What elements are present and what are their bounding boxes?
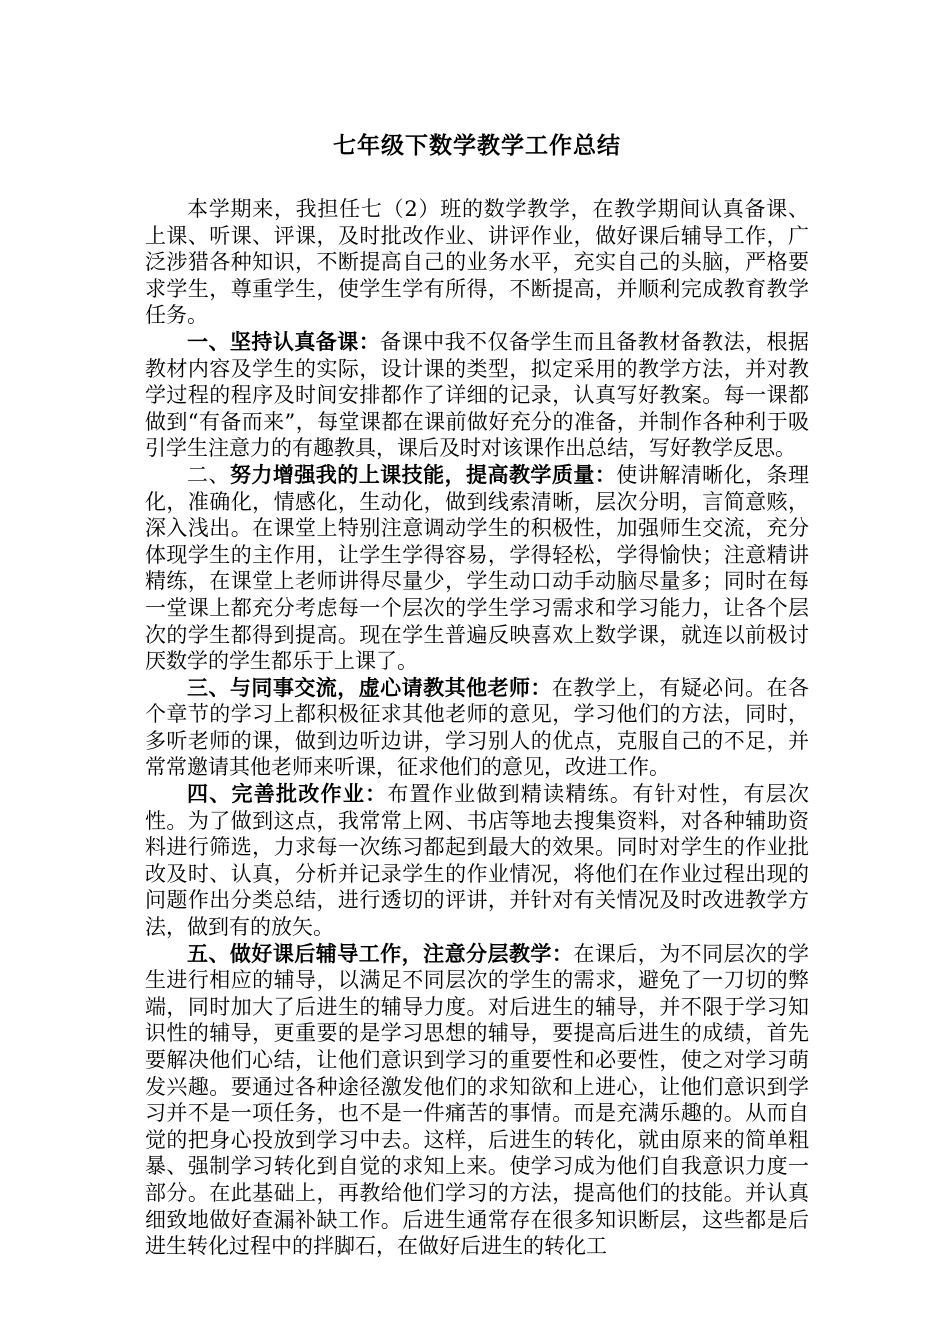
document-page <box>145 130 809 1260</box>
document-title: 七年级下数学教学工作总结 <box>333 132 621 159</box>
section-5-paragraph <box>145 941 809 1260</box>
section-3-body: 在教学上，有疑必问。在各个章节的学习上都积极征求其他老师的意见，学习他们的方法，同时，多听老师的课，做到边听边讲，学习别人的优点，克服自己的不足，并常常邀请其他老师来听课，征求他们的意见，改进工作。 <box>145 675 810 780</box>
section-2-heading-prefix: 二、 <box>187 462 230 487</box>
section-1-heading: 一、坚持认真备课： <box>187 328 381 354</box>
section-1-paragraph <box>145 329 809 462</box>
section-2-heading: 努力增强我的上课技能，提高教学质量： <box>229 461 617 487</box>
section-5-heading: 五、做好课后辅导工作，注意分层教学： <box>187 940 574 966</box>
section-4-paragraph <box>145 781 809 941</box>
section-5-body: 在课后，为不同层次的学生进行相应的辅导，以满足不同层次的学生的需求，避免了一刀切的弊端，同时加大了后进生的辅导力度。对后进生的辅导，并不限于学习知识性的辅导，更重要的是学习思想的辅导，要提高后进生的成绩，首先要解决他们心结，让他们意识到学习的重要性和必要性，使之对学习萌发兴趣。要通过各种途径激发他们的求知欲和上进心，让他们意识到学习并不是一项任务，也不是一件痛苦的事情。而是充满乐趣的。从而自觉的把身心投放到学习中去。这样，后进生的转化，就由原来的简单粗暴、强制学习转化到自觉的求知上来。使学习成为他们自我意识力度一部分。在此基础上，再教给他们学习的方法，提高他们的技能。并认真细致地做好查漏补缺工作。后进生通常存在很多知识断层，这些都是后进生转化过程中的拌脚石，在做好后进生的转化工 <box>145 941 810 1259</box>
section-3-paragraph <box>145 675 809 781</box>
section-2-body: 使讲解清晰化，条理化，准确化，情感化，生动化，做到线索清晰，层次分明，言简意赅，深入浅出。在课堂上特别注意调动学生的积极性，加强师生交流，充分体现学生的主作用，让学生学得容易，学得轻松，学得愉快；注意精讲精练，在课堂上老师讲得尽量少，学生动口动手动脑尽量多；同时在每一堂课上都充分考虑每一个层次的学生学习需求和学习能力，让各个层次的学生都得到提高。现在学生普遍反映喜欢上数学课，就连以前极讨厌数学的学生都乐于上课了。 <box>145 462 810 674</box>
section-4-heading: 四、完善批改作业： <box>187 781 388 807</box>
intro-paragraph: 本学期来，我担任七（2）班的数学教学，在教学期间认真备课、上课、听课、评课，及时批改作业、讲评作业，做好课后辅导工作，广泛涉猎各种知识，不断提高自己的业务水平，充实自己的头脑，严格要求学生，尊重学生，使学生学有所得，不断提高，并顺利完成教育教学任务。 <box>145 197 809 328</box>
section-4-body: 布置作业做到精读精练。有针对性，有层次性。为了做到这点，我常常上网、书店等地去搜集资料，对各种辅助资料进行筛选，力求每一次练习都起到最大的效果。同时对学生的作业批改及时、认真，分析并记录学生的作业情况，将他们在作业过程出现的问题作出分类总结，进行透切的评讲，并针对有关情况及时改进教学方法，做到有的放矢。 <box>145 782 810 940</box>
section-2-paragraph <box>145 462 809 675</box>
section-1-body: 备课中我不仅备学生而且备教材备教法，根据教材内容及学生的实际，设计课的类型，拟定采用的教学方法，并对教学过程的程序及时间安排都作了详细的记录，认真写好教案。每一课都做到“有备而来”，每堂课都在课前做好充分的准备，并制作各种利于吸引学生注意力的有趣教具，课后及时对该课作出总结，写好教学反思。 <box>145 329 810 461</box>
section-3-heading: 三、与同事交流，虚心请教其他老师： <box>187 674 552 700</box>
